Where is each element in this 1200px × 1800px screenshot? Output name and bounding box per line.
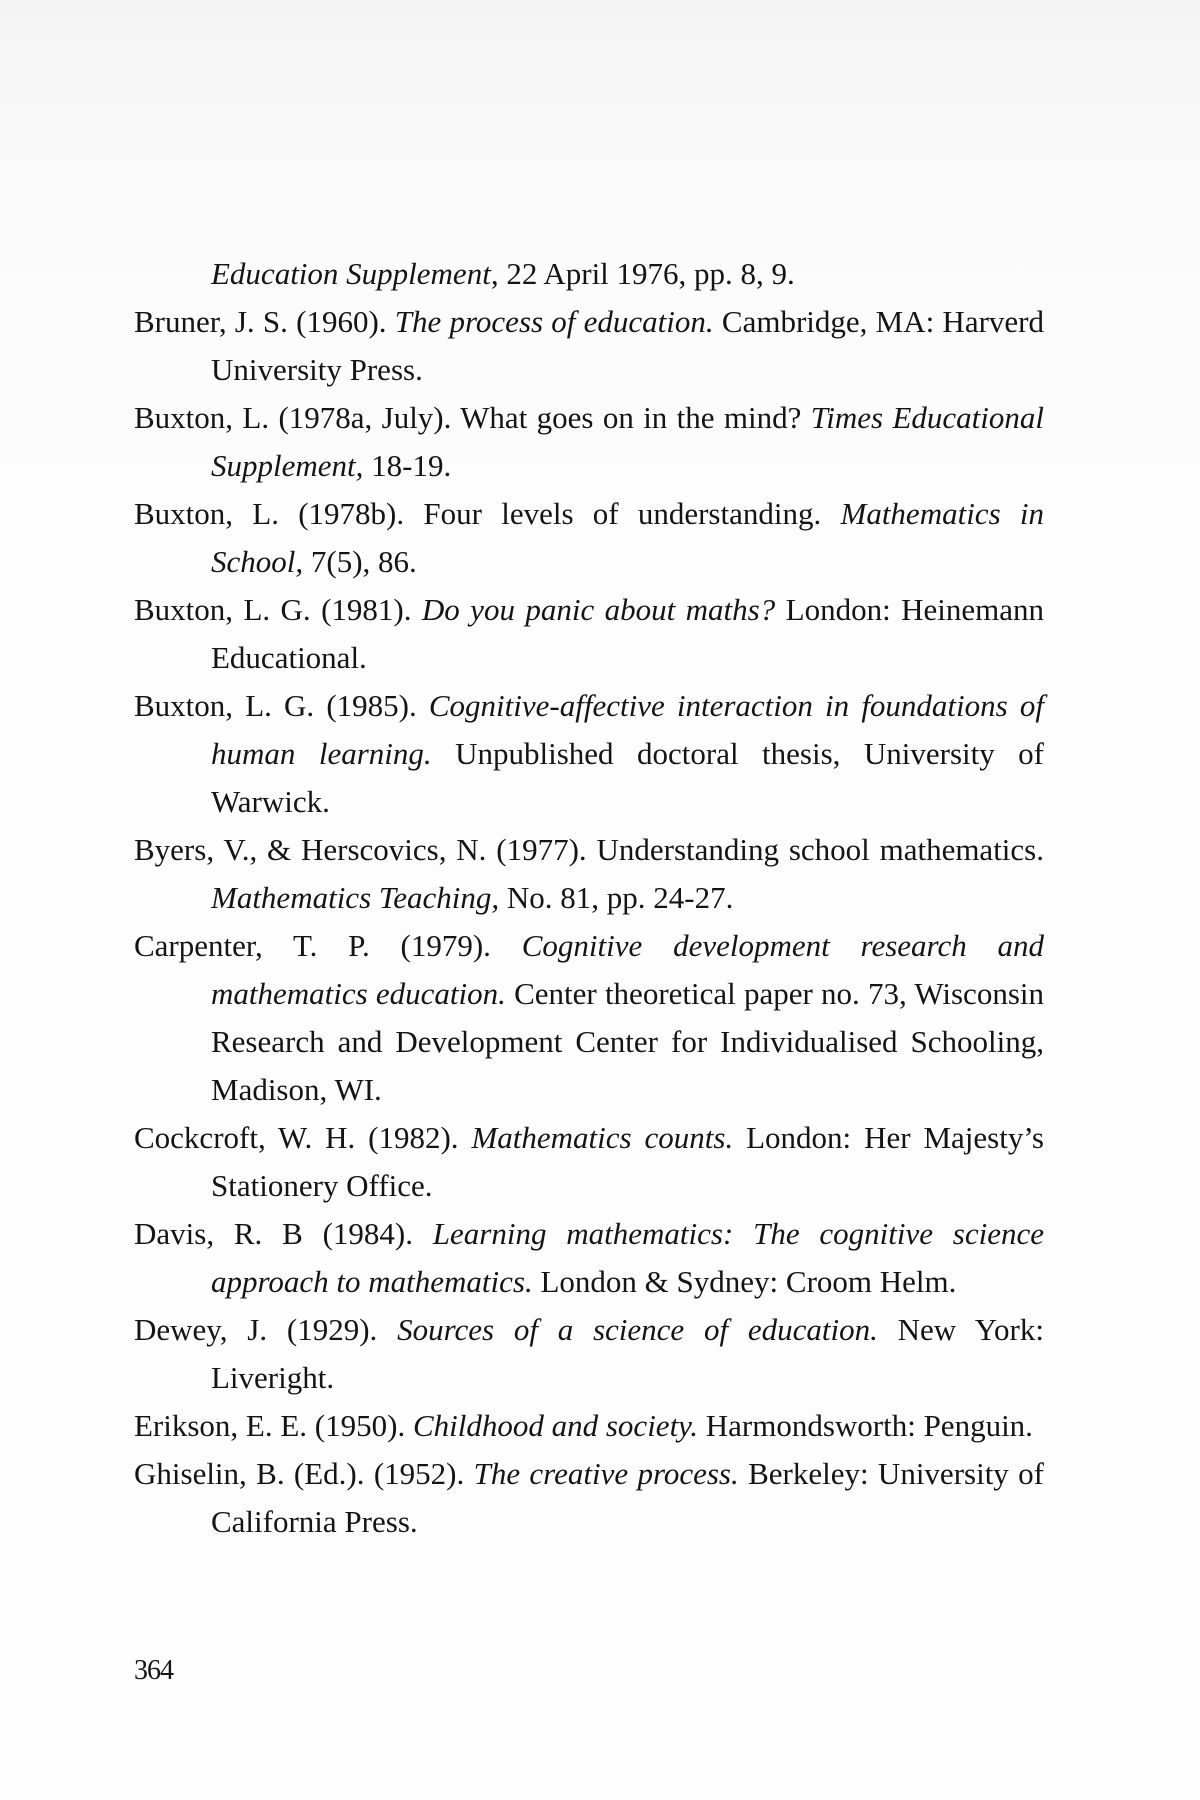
reference-text: Davis, R. B (1984). [134, 1216, 433, 1251]
reference-title: Cognitive-affective interaction in foundations of human learning. [211, 688, 1044, 771]
reference-title: Mathematics in School, [211, 496, 1044, 579]
reference-title: Times Educational Supplement, [211, 400, 1044, 483]
reference-title: Mathematics counts. [471, 1120, 734, 1155]
reference-entry [134, 298, 1044, 394]
reference-title: Sources of a science of education. [397, 1312, 878, 1347]
reference-text: Center theoretical paper no. 73, Wisconsin Research and Development Center for Individualised Schooling, Madison, WI. [211, 976, 1044, 1107]
reference-text: New York: Liveright. [211, 1312, 1044, 1395]
reference-entry [134, 1450, 1044, 1546]
reference-text: Buxton, L. G. (1985). [134, 688, 429, 723]
reference-text: Harmondsworth: Penguin. [697, 1408, 1033, 1443]
reference-text: Erikson, E. E. (1950). [134, 1408, 413, 1443]
reference-text: London: Heinemann Educational. [211, 592, 1044, 675]
reference-text: Berkeley: University of California Press. [211, 1456, 1044, 1539]
reference-text: Byers, V., & Herscovics, N. (1977). Understanding school mathematics. [134, 832, 1044, 867]
reference-entry [134, 682, 1044, 826]
reference-text: London & Sydney: Croom Helm. [532, 1264, 957, 1299]
reference-title: Do you panic about maths? [421, 592, 776, 627]
reference-title: The creative process. [473, 1456, 739, 1491]
reference-entry [134, 1402, 1044, 1450]
reference-text: Carpenter, T. P. (1979). [134, 928, 522, 963]
reference-text: Cambridge, MA: Harverd University Press. [211, 304, 1044, 387]
reference-text: Buxton, L. G. (1981). [134, 592, 422, 627]
page-number: 364 [134, 1655, 173, 1686]
reference-entry [134, 394, 1044, 490]
reference-text: Dewey, J. (1929). [134, 1312, 398, 1347]
reference-text: Bruner, J. S. (1960). [134, 304, 395, 339]
reference-entry [134, 490, 1044, 586]
reference-text: No. 81, pp. 24-27. [499, 880, 734, 915]
reference-entry [134, 1114, 1044, 1210]
reference-entry [134, 922, 1044, 1114]
reference-text: Cockcroft, W. H. (1982). [134, 1120, 472, 1155]
reference-entry [134, 1306, 1044, 1402]
reference-text: 7(5), 86. [303, 544, 417, 579]
reference-text: Ghiselin, B. (Ed.). (1952). [134, 1456, 474, 1491]
reference-entry [134, 1210, 1044, 1306]
reference-entry [134, 586, 1044, 682]
reference-entry [134, 826, 1044, 922]
reference-title: Childhood and society. [412, 1408, 698, 1443]
reference-continuation [134, 250, 1044, 298]
reference-title: Education Supplement [211, 256, 491, 291]
reference-title: The process of education. [394, 304, 714, 339]
reference-text: , 22 April 1976, pp. 8, 9. [490, 256, 795, 291]
reference-text: London: Her Majesty’s Stationery Office. [211, 1120, 1044, 1203]
reference-title: Cognitive development research and mathematics education. [211, 928, 1045, 1011]
reference-text: Buxton, L. (1978b). Four levels of understanding. [134, 496, 841, 531]
reference-title: Learning mathematics: The cognitive science approach to mathematics. [211, 1216, 1045, 1299]
reference-list [134, 250, 1044, 1546]
reference-text: Unpublished doctoral thesis, University of Warwick. [211, 736, 1045, 819]
reference-text: 18-19. [363, 448, 452, 483]
reference-title: Mathematics Teaching, [211, 880, 500, 915]
reference-text: Buxton, L. (1978a, July). What goes on in the mind? [134, 400, 811, 435]
